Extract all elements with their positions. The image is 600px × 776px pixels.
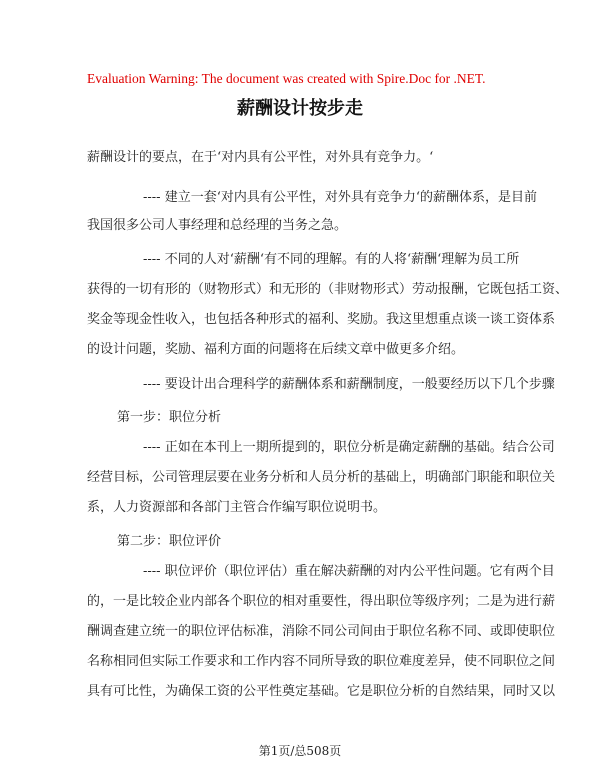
paragraph-line: 名称相同但实际工作要求和工作内容不同所导致的职位难度差异，使不同职位之间 bbox=[87, 654, 556, 669]
paragraph-line: 具有可比性，为确保工资的公平性奠定基础。它是职位分析的自然结果，同时又以 bbox=[87, 684, 556, 699]
section-heading: 第二步：职位评价 bbox=[117, 534, 222, 549]
paragraph-line: 系，人力资源部和各部门主管合作编写职位说明书。 bbox=[87, 500, 387, 515]
paragraph-line: 获得的一切有形的（财物形式）和无形的（非财物形式）劳动报酬，它既包括工资、 bbox=[87, 282, 569, 297]
page-footer: 第1页/总508页 bbox=[258, 744, 342, 758]
paragraph-line: ---- 职位评价（职位评估）重在解决薪酬的对内公平性问题。它有两个目 bbox=[143, 564, 555, 579]
paragraph-line: 薪酬设计的要点，在于‘对内具有公平性，对外具有竞争力。‘ bbox=[87, 150, 434, 165]
paragraph-line: ---- 要设计出合理科学的薪酬体系和薪酬制度，一般要经历以下几个步骤 bbox=[143, 377, 555, 392]
paragraph-line: ---- 建立一套‘对内具有公平性，对外具有竞争力‘的薪酬体系，是目前 bbox=[143, 190, 537, 205]
section-heading: 第一步：职位分析 bbox=[117, 410, 222, 425]
paragraph-line: ---- 不同的人对‘薪酬‘有不同的理解。有的人将‘薪酬‘理解为员工所 bbox=[143, 252, 520, 267]
paragraph-line: 的设计问题，奖励、福利方面的问题将在后续文章中做更多介绍。 bbox=[87, 342, 465, 357]
paragraph-line: 奖金等现金性收入，也包括各种形式的福利、奖励。我这里想重点谈一谈工资体系 bbox=[87, 312, 556, 327]
evaluation-warning: Evaluation Warning: The document was created with Spire.Doc for .NET. bbox=[87, 71, 486, 86]
paragraph-line: 我国很多公司人事经理和总经理的当务之急。 bbox=[87, 218, 348, 233]
paragraph-line: 酬调查建立统一的职位评估标准，消除不同公司间由于职位名称不同、或即使职位 bbox=[87, 624, 556, 639]
paragraph-line: 的，一是比较企业内部各个职位的相对重要性，得出职位等级序列；二是为进行薪 bbox=[87, 594, 556, 609]
paragraph-line: ---- 正如在本刊上一期所提到的，职位分析是确定薪酬的基础。结合公司 bbox=[143, 440, 555, 455]
paragraph-line: 经营目标，公司管理层要在业务分析和人员分析的基础上，明确部门职能和职位关 bbox=[87, 470, 556, 485]
document-title: 薪酬设计按步走 bbox=[237, 98, 363, 119]
